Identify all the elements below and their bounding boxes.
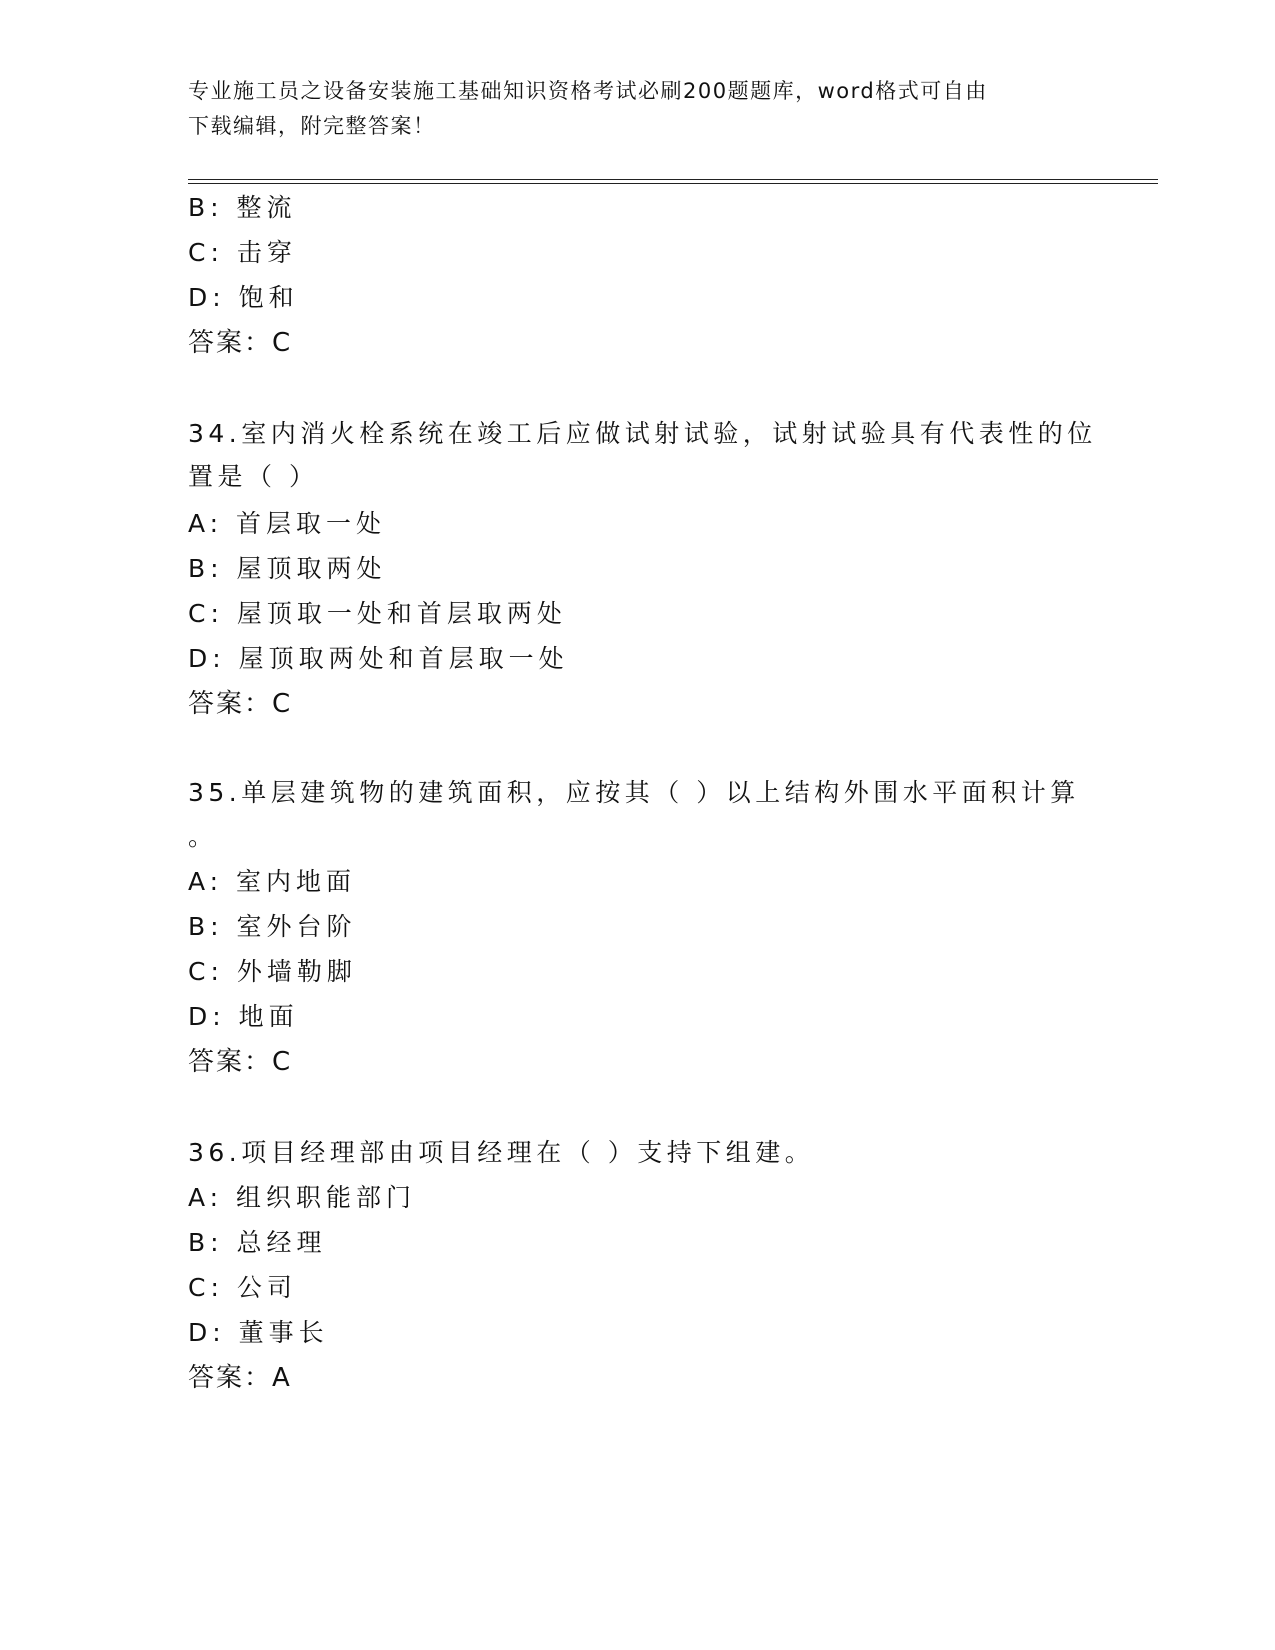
question-34-option-a: A: 首层取一处: [188, 509, 387, 538]
document-header: [188, 74, 1088, 144]
option-b: B: 整流: [188, 193, 297, 222]
header-line-1: 专业施工员之设备安装施工基础知识资格考试必刷200题题库，word格式可自由: [188, 79, 988, 103]
question-34-option-d: D: 屋顶取两处和首层取一处: [188, 644, 569, 673]
question-35-answer: 答案：C: [188, 1047, 293, 1077]
question-35-option-a: A: 室内地面: [188, 867, 357, 896]
question-36-stem: 36.项目经理部由项目经理在（ ）支持下组建。: [188, 1138, 815, 1167]
question-36-answer: 答案：A: [188, 1363, 292, 1393]
question-35-stem: 35.单层建筑物的建筑面积，应按其（ ）以上结构外围水平面积计算: [188, 778, 1080, 807]
option-d: D: 饱和: [188, 283, 299, 312]
question-35-option-d: D: 地面: [188, 1002, 299, 1031]
question-36-option-b: B: 总经理: [188, 1228, 327, 1257]
question-36-option-c: C: 公司: [188, 1273, 297, 1302]
question-36-option-d: D: 董事长: [188, 1318, 329, 1347]
header-line-2: 下载编辑，附完整答案！: [188, 114, 436, 138]
question-36-option-a: A: 组织职能部门: [188, 1183, 417, 1212]
question-34-stem-cont: 置是（ ）: [188, 462, 319, 491]
question-35-stem-cont: 。: [188, 822, 218, 851]
header-divider-bottom: [188, 183, 1158, 184]
header-divider-top: [188, 179, 1158, 180]
question-35-option-c: C: 外墙勒脚: [188, 957, 357, 986]
question-34-option-b: B: 屋顶取两处: [188, 554, 387, 583]
answer: 答案：C: [188, 328, 293, 358]
question-35-option-b: B: 室外台阶: [188, 912, 357, 941]
question-34-stem: 34.室内消火栓系统在竣工后应做试射试验，试射试验具有代表性的位: [188, 419, 1097, 448]
option-c: C: 击穿: [188, 238, 297, 267]
question-34-option-c: C: 屋顶取一处和首层取两处: [188, 599, 567, 628]
question-34-answer: 答案：C: [188, 689, 293, 719]
